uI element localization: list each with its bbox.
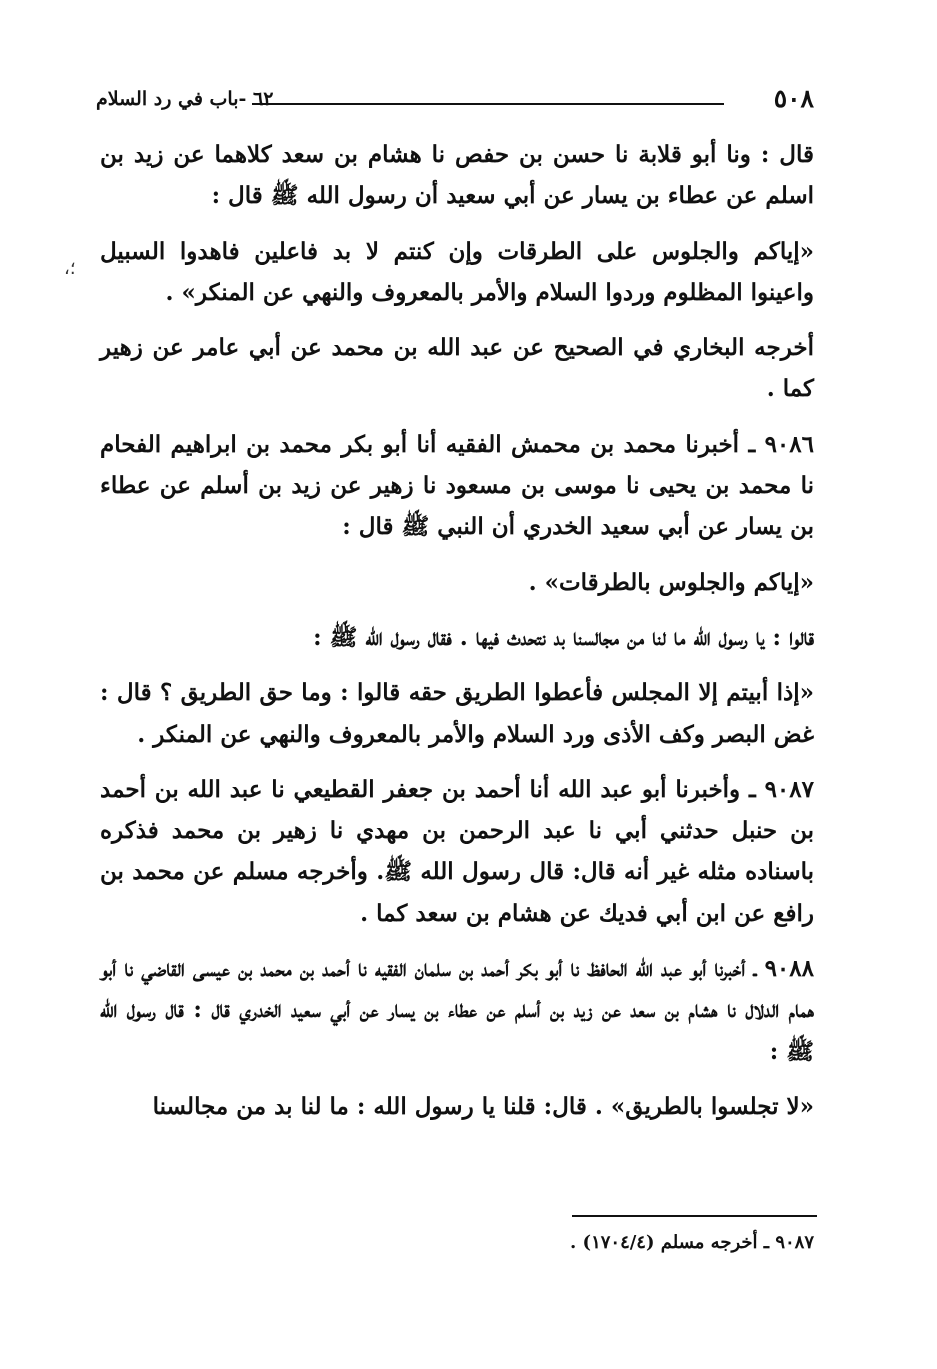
hadith-9086: ٩٠٨٦ ـ أخبرنا محمد بن محمش الفقيه أنا أبو بكر محمد بن ابراهيم الفحام نا محمد بن يحيى نا موسى بن مسعود نا زهير عن زيد بن أسلم عن عطاء بن يسار عن أبي سعيد الخدري أن النبي ﷺ قال : xyxy=(100,430,814,541)
hadith-quote-2: «إياكم والجلوس بالطرقات» . xyxy=(528,568,814,596)
page-header xyxy=(96,82,814,116)
hadith-quote-1: «إياكم والجلوس على الطرقات وإن كنتم لا بد فاعلين فاهدوا السبيل واعينوا المظلوم وردوا السلام والأمر بالمعروف والنهي عن المنكر» . xyxy=(100,237,814,306)
paragraph-6: قالوا : يا رسول الله ما لنا من مجالسنا بد نتحدث فيها . فقال رسول الله ﷺ : xyxy=(313,623,814,651)
paragraph-3: أخرجه البخاري في الصحيح عن عبد الله بن محمد عن أبي عامر عن زهير كما . xyxy=(100,334,814,403)
footnote-rule xyxy=(572,1215,817,1217)
footnote: ٩٠٨٧ ـ أخرجه مسلم (١٧٠٤/٤) . xyxy=(570,1232,814,1253)
page-number: ٥٠٨ xyxy=(773,84,814,113)
hadith-quote-3: «إذا أبيتم إلا المجلس فأعطوا الطريق حقه قالوا : وما حق الطريق ؟ قال : غض البصر وكف الأذى ورد السلام والأمر بالمعروف والنهي عن المنكر . xyxy=(100,679,814,748)
hadith-quote-4: «لا تجلسوا بالطريق» . قال: قلنا يا رسول الله : ما لنا بد من مجالسنا xyxy=(152,1092,814,1120)
running-title: ٦٢ -باب في رد السلام xyxy=(96,88,274,110)
header-rule xyxy=(252,103,724,105)
hadith-9088: ٩٠٨٨ ـ أخبرنا أبو عبد الله الحافظ نا أبو بكر أحمد بن سلمان الفقيه نا أحمد بن محمد بن عيسى القاضي نا أبو همام الدلال نا هشام بن سعد عن زيد بن أسلم عن عطاء بن يسار عن أبي سعيد الخدري قال : قال رسول الله ﷺ : xyxy=(100,955,814,1065)
body-text xyxy=(100,134,814,1141)
paragraph-1: قال : ونا أبو قلابة نا حسن بن حفص نا هشام بن سعد كلاهما عن زيد بن اسلم عن عطاء بن يسار عن أبي سعيد أن رسول الله ﷺ قال : xyxy=(100,141,814,210)
margin-mark: ،؛ xyxy=(64,258,76,279)
hadith-9087: ٩٠٨٧ ـ وأخبرنا أبو عبد الله أنا أحمد بن جعفر القطيعي نا عبد الله بن أحمد بن حنبل حدثني أبي نا عبد الرحمن بن مهدي نا زهير بن محمد فذكره باسناده مثله غير أنه قال: قال رسول الله ﷺ. وأخرجه مسلم عن محمد بن رافع عن ابن أبي فديك عن هشام بن سعد كما . xyxy=(100,775,814,927)
